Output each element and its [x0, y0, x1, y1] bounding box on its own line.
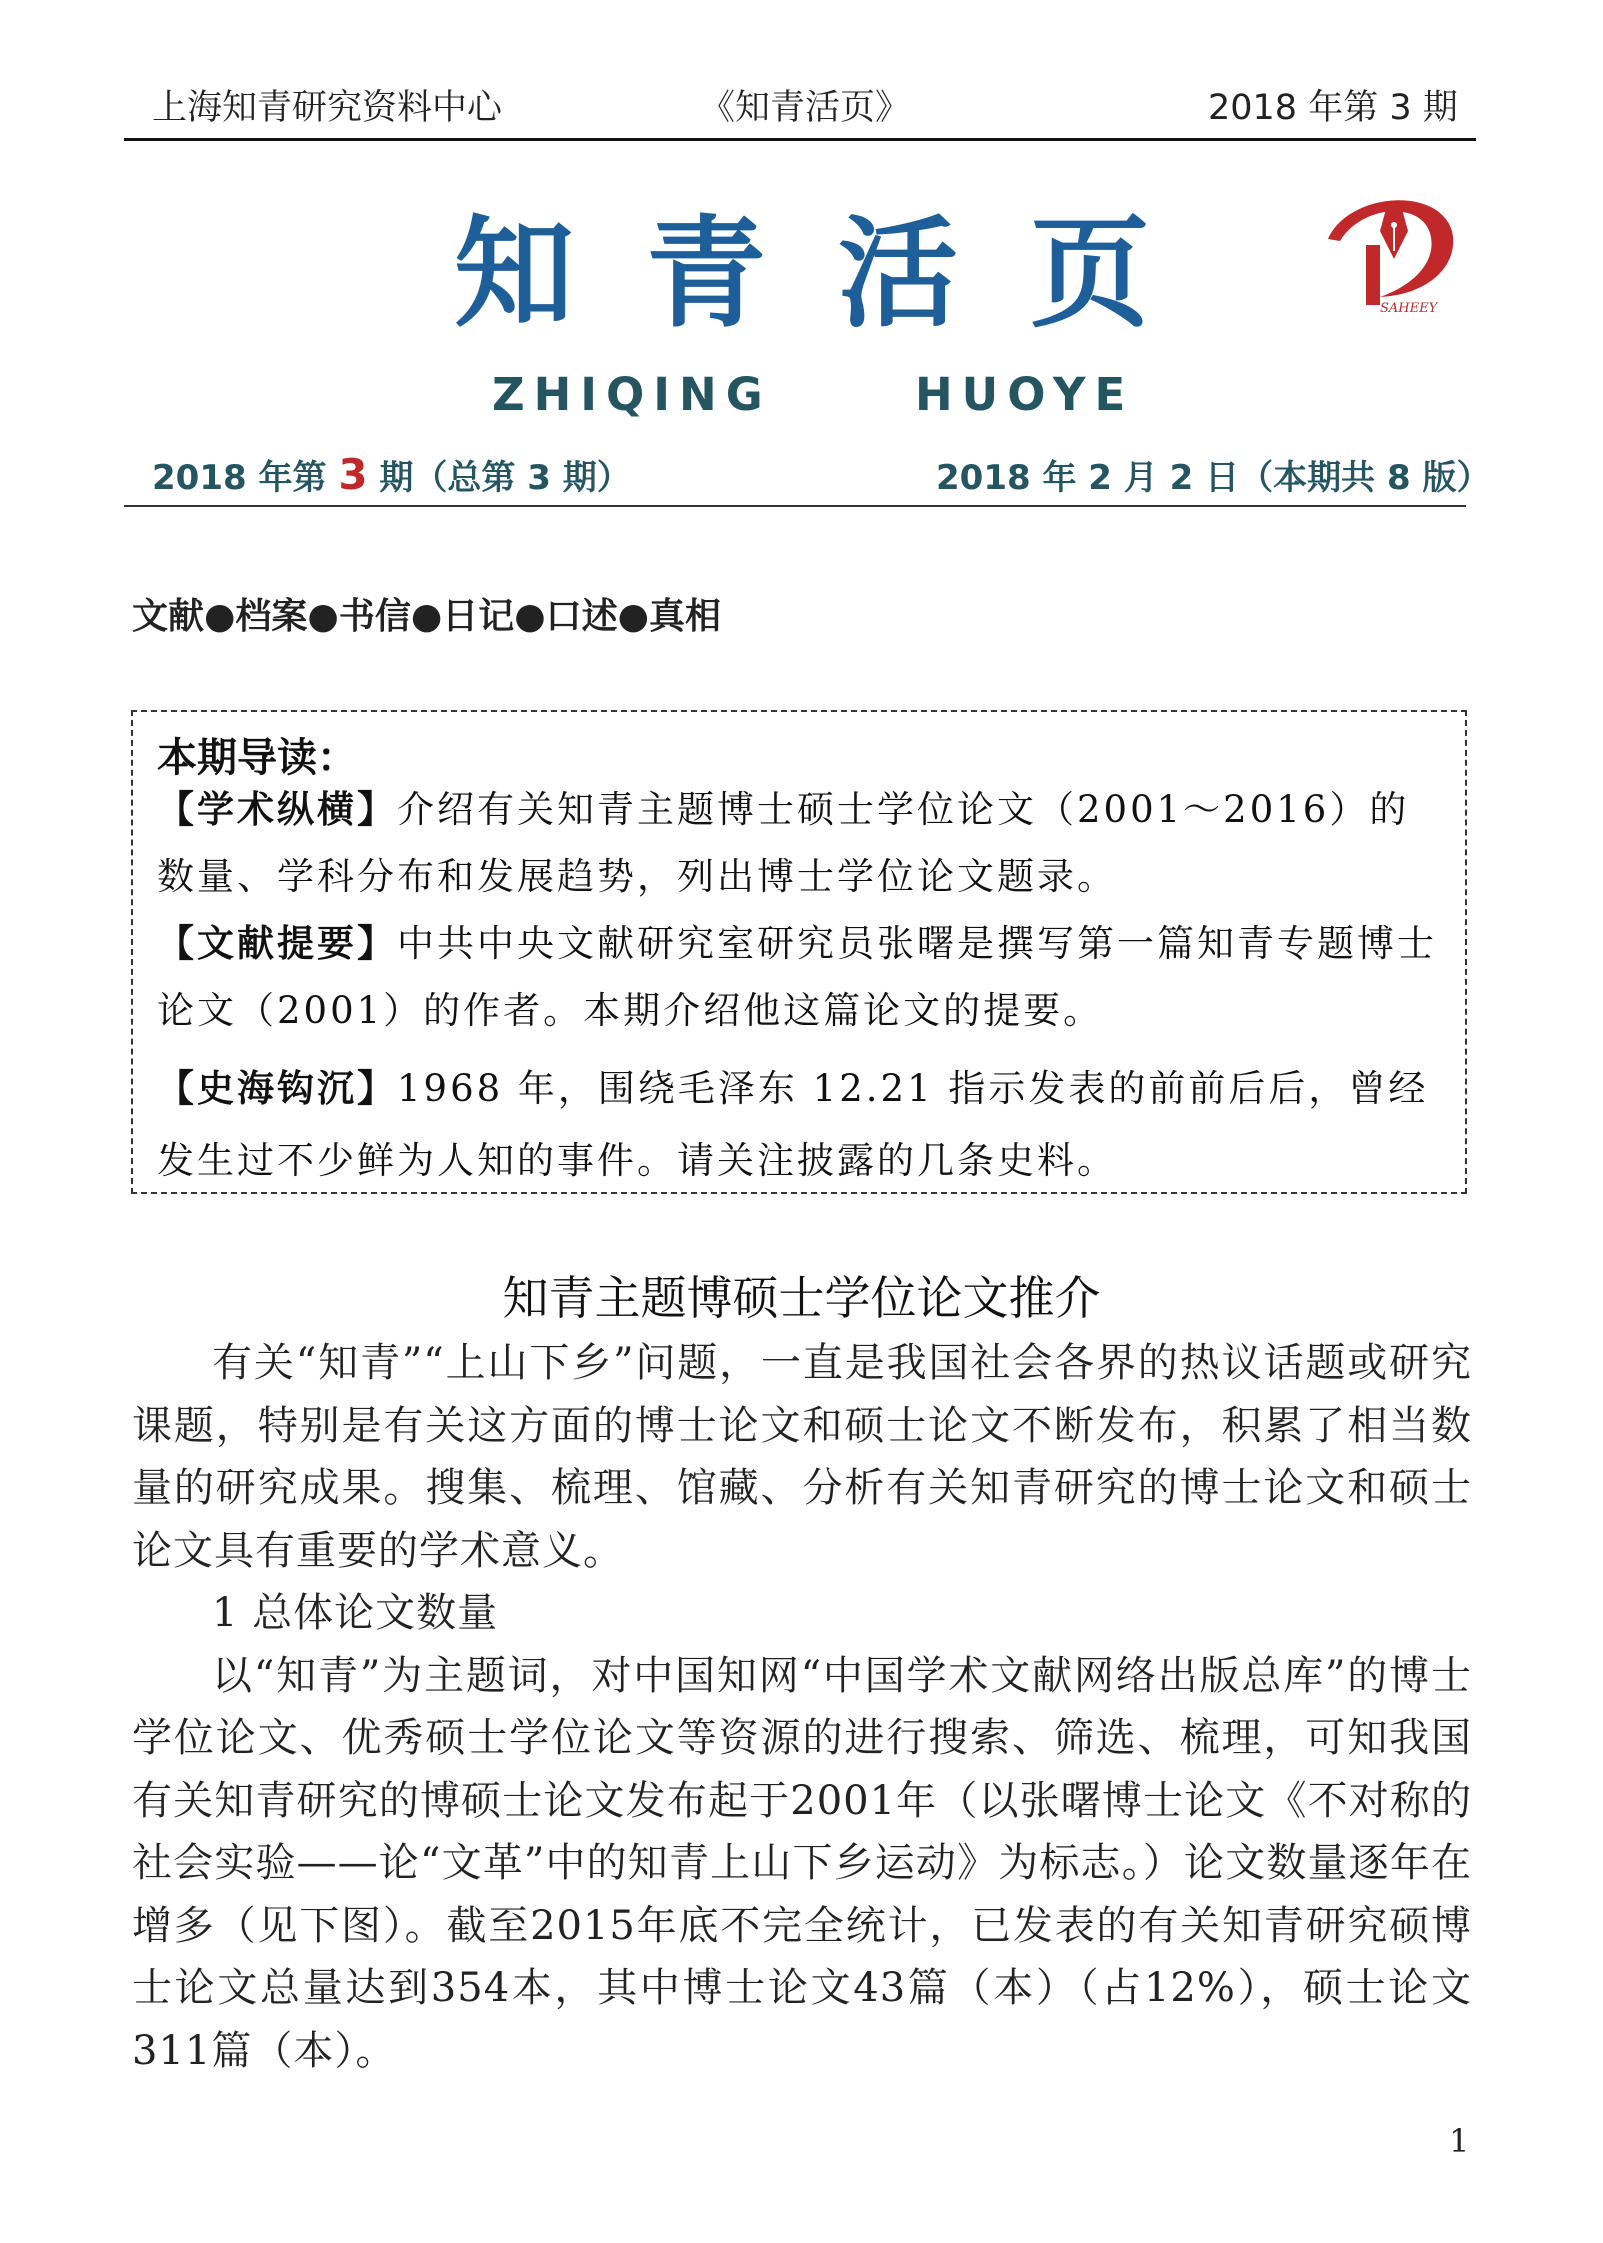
issue-number-line: [152, 450, 631, 500]
article-body: [132, 1332, 1472, 2082]
header-rule: [124, 138, 1476, 141]
masthead-pinyin-huoye: HUOYE: [915, 368, 1135, 421]
issue-prefix: 2018 年第: [152, 458, 327, 498]
pen-nib-logo-icon: [1322, 185, 1460, 315]
masthead-rule: [124, 505, 1466, 507]
header-org: 上海知青研究资料中心: [152, 88, 503, 128]
issue-date: 2018 年 2 月 2 日（本期共 8 版）: [936, 458, 1491, 498]
header-publication: 《知青活页》: [700, 88, 911, 128]
header-issue: 2018 年第 3 期: [1208, 88, 1458, 128]
guide-item-tag: 【史海钩沉】: [157, 1066, 397, 1110]
page-number: 1: [1449, 2122, 1470, 2160]
guide-title: 本期导读：: [157, 735, 357, 781]
logo-text: SAHEEY: [1380, 301, 1438, 315]
issue-guide-box: [131, 710, 1467, 1194]
masthead-pinyin-zhiqing: ZHIQING: [492, 368, 772, 421]
guide-item-tag: 【学术纵横】: [157, 787, 397, 831]
article-paragraph: 有关“知青”“上山下乡”问题，一直是我国社会各界的热议话题或研究课题，特别是有关这方面的博士论文和硕士论文不断发布，积累了相当数量的研究成果。搜集、梳理、馆藏、分析有关知青研究的博士论文和硕士论文具有重要的学术意义。: [132, 1340, 1472, 1574]
masthead-char: 活: [838, 205, 958, 344]
masthead-char: 知: [454, 205, 574, 344]
guide-item-text: 介绍有关知青主题博士硕士学位论文（2001～2016）的数量、学科分布和发展趋势，列出博士学位论文题录。: [157, 788, 1410, 898]
section-tagline: 文献●档案●书信●日记●口述●真相: [132, 596, 722, 637]
guide-item-text: 1968 年，围绕毛泽东 12.21 指示发表的前前后后，曾经发生过不少鲜为人知的事件。请关注披露的几条史料。: [157, 1067, 1429, 1182]
article-subheading: 1 总体论文数量: [212, 1590, 499, 1636]
masthead-char: 青: [646, 205, 766, 344]
guide-item-tag: 【文献提要】: [157, 921, 397, 965]
guide-item: [157, 1052, 1447, 1197]
running-header: [0, 72, 1603, 132]
guide-item: [157, 910, 1447, 1044]
issue-number-highlight: 3: [338, 450, 368, 499]
masthead-char: 页: [1030, 205, 1150, 344]
issue-suffix: 期（总第 3 期）: [379, 458, 631, 498]
guide-item: [157, 776, 1447, 910]
article-title: 知青主题博硕士学位论文推介: [502, 1271, 1101, 1325]
article-paragraph: 以“知青”为主题词，对中国知网“中国学术文献网络出版总库”的博士学位论文、优秀硕士学位论文等资源的进行搜索、筛选、梳理，可知我国有关知青研究的博硕士论文发布起于2001年（以张曙博士论文《不对称的社会实验——论“文革”中的知青上山下乡运动》为标志。）论文数量逐年在增多（见下图）。截至2015年底不完全统计，已发表的有关知青研究硕博士论文总量达到354本，其中博士论文43篇（本）（占12%），硕士论文311篇（本）。: [132, 1652, 1472, 2074]
guide-item-text: 中共中央文献研究室研究员张曙是撰写第一篇知青专题博士论文（2001）的作者。本期介绍他这篇论文的提要。: [157, 922, 1437, 1032]
